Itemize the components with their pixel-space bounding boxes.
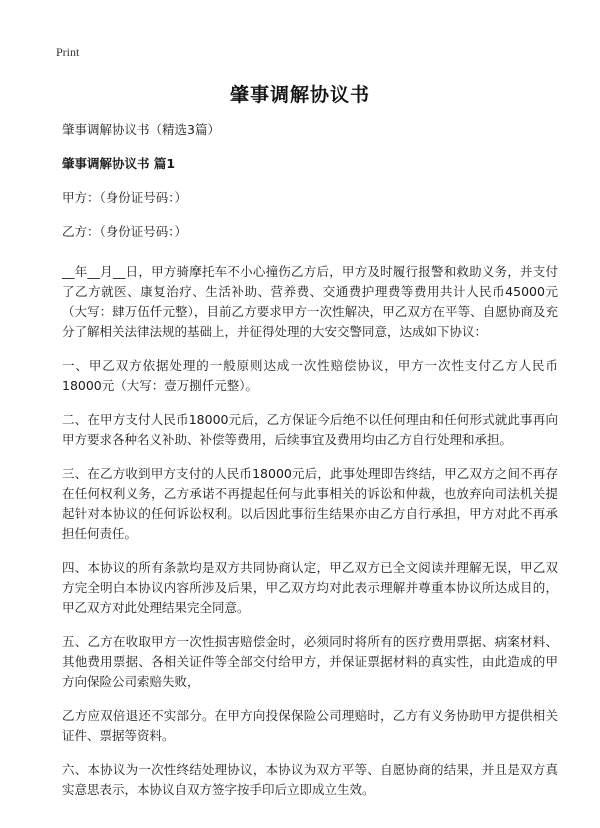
- party-a-line: 甲方：（身份证号码：）: [62, 190, 188, 205]
- section-heading: 肇事调解协议书 篇1: [62, 156, 176, 171]
- paragraph-clause-2: 二、在甲方支付人民币18000元后，乙方保证今后绝不以任何理由和任何形式就此事再向甲方要求各种名义补助、补偿等费用，后续事宜及费用均由乙方自行处理和承担。: [62, 412, 558, 447]
- print-label: Print: [56, 45, 80, 59]
- paragraph-clause-4: 四、本协议的所有条款均是双方共同协商认定，甲乙双方已全文阅读并理解无误，甲乙双方完全明白本协议内容所涉及后果，甲乙双方均对此表示理解并尊重本协议所达成目的，甲乙双方对此处理结果完全同意。: [62, 560, 558, 615]
- document-subtitle: 肇事调解协议书（精选3篇）: [62, 122, 220, 137]
- party-b-line: 乙方：（身份证号码：）: [62, 224, 188, 239]
- paragraph-clause-5-cont: 乙方应双倍退还不实部分。在甲方向投保保险公司理赔时，乙方有义务协助甲方提供相关证件、票据等资料。: [62, 708, 558, 743]
- paragraph-intro: __年__月__日，甲方骑摩托车不小心撞伤乙方后，甲方及时履行报警和救助义务，并支付了乙方就医、康复治疗、生活补助、营养费、交通费护理费等费用共计人民币45000元（大写：肆万伍仟元整），目前乙方要求甲方一次性解决，甲乙双方在平等、自愿协商及充分了解相关法律法规的基础上，并征得处理的大安交警同意，达成如下协议：: [62, 264, 558, 339]
- document-body: [62, 114, 558, 800]
- paragraph-clause-5: 五、乙方在收取甲方一次性损害赔偿金时，必须同时将所有的医疗费用票据、病案材料、其他费用票据、各相关证件等全部交付给甲方，并保证票据材料的真实性，由此造成的甲方向保险公司索赔失败，: [62, 634, 558, 689]
- paragraph-clause-1: 一、甲乙双方依据处理的一般原则达成一次性赔偿协议，甲方一次性支付乙方人民币18000元（大写：壹万捌仟元整）。: [62, 358, 558, 393]
- paragraph-clause-3: 三、在乙方收到甲方支付的人民币18000元后，此事处理即告终结，甲乙双方之间不再存在任何权利义务，乙方承诺不再提起任何与此事相关的诉讼和仲裁，也放弃向司法机关提起针对本协议的任何诉讼权利。以后因此事衍生结果亦由乙方自行承担，甲方对此不再承担任何责任。: [62, 466, 558, 541]
- paragraph-clause-6: 六、本协议为一次性终结处理协议，本协议为双方平等、自愿协商的结果，并且是双方真实意思表示，本协议自双方签字按手印后立即成立生效。: [62, 762, 558, 797]
- document-title: 肇事调解协议书: [229, 84, 370, 106]
